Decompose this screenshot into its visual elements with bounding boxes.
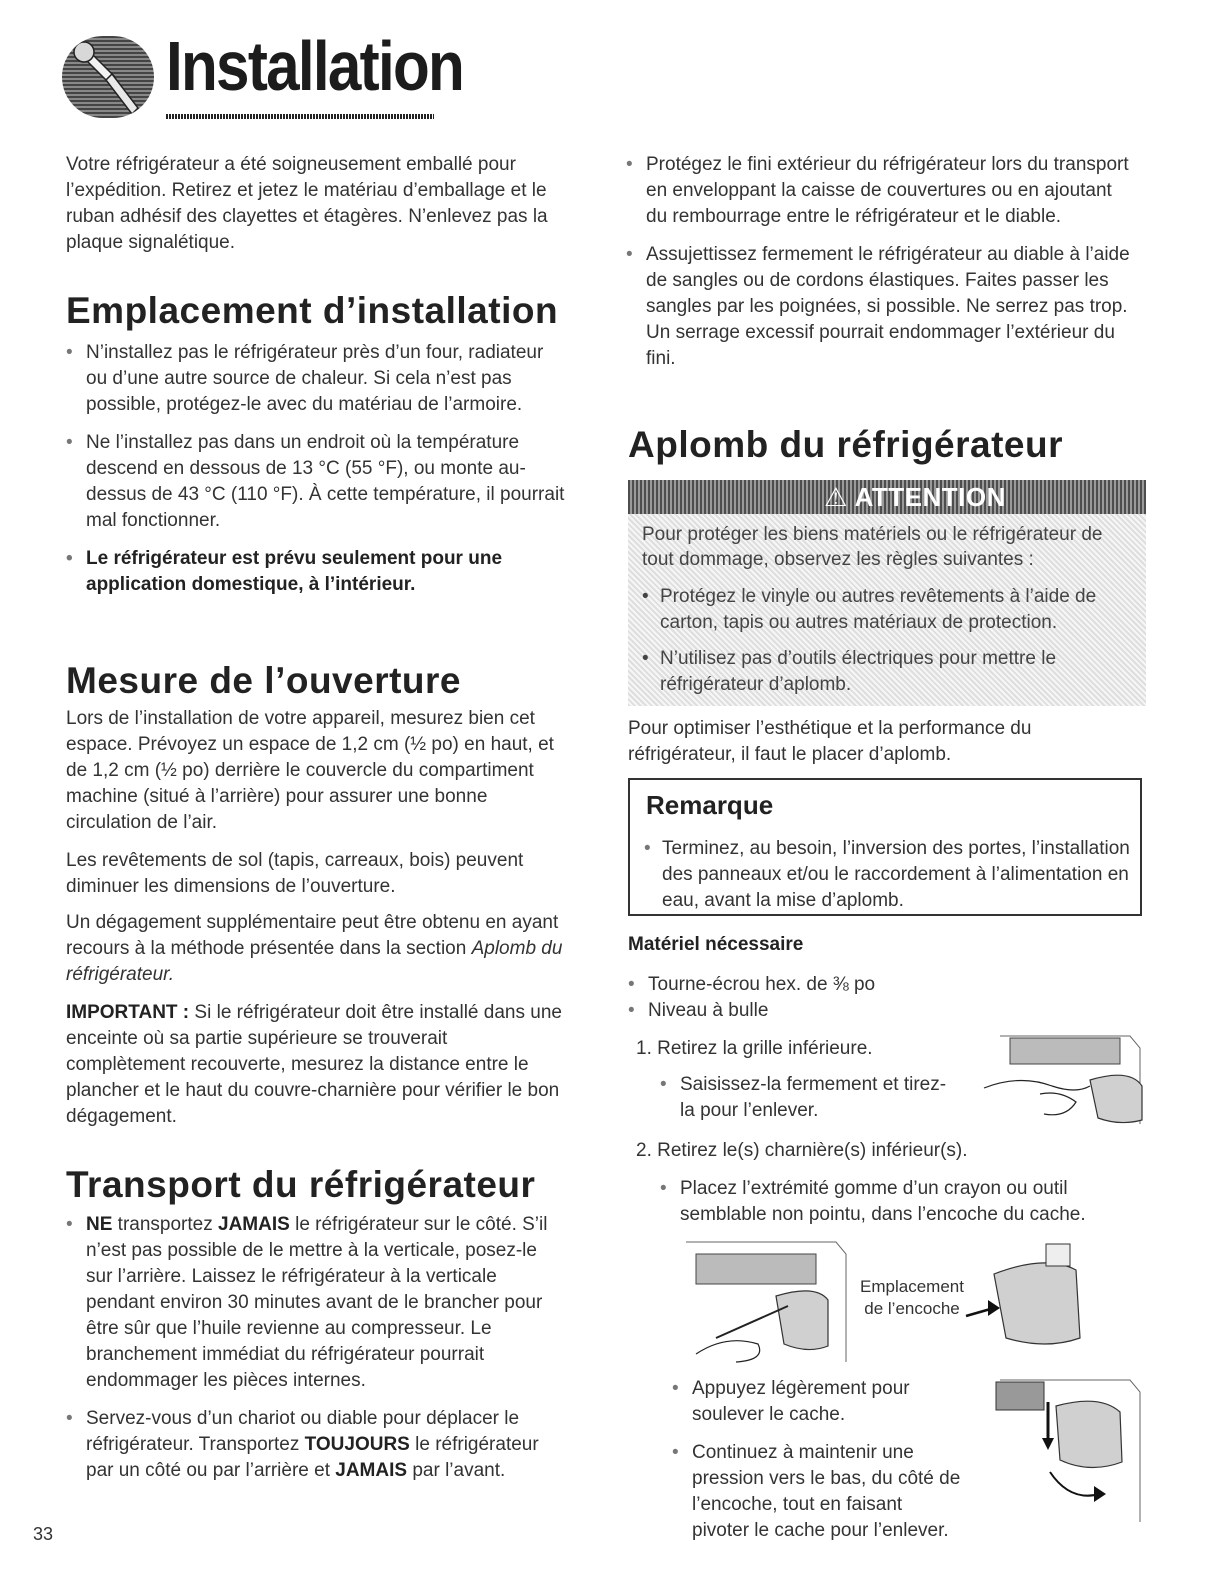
mesure-paragraph-3-text: Un dégagement supplémentaire peut être obtenu en ayant recours à la méthode présentée dans la section <box>66 912 559 959</box>
attention-list <box>642 584 1138 698</box>
list-item: • Continuez à maintenir une pression vers le bas, du côté de l’encoche, tout en faisant pivoter le cache pour l’enlever. <box>672 1440 962 1544</box>
list-item: • Protégez le vinyle ou autres revêtements à l’aide de carton, tapis ou autres matériaux de protection. <box>642 584 1138 636</box>
emphasis-toujours: TOUJOURS <box>304 1434 410 1455</box>
aplomb-paragraph: Pour optimiser l’esthétique et la performance du réfrigérateur, il faut le placer d’aplomb. <box>628 718 1032 765</box>
encoche-label-line-2: de l’encoche <box>864 1299 960 1318</box>
intro-paragraph: Votre réfrigérateur a été soigneusement emballé pour l’expédition. Retirez et jetez le matériau d’emballage et le ruban adhésif des clayettes et étagères. N’enlevez pas la plaque signalétique. <box>66 154 548 253</box>
remarque-box <box>628 778 1142 916</box>
list-item: • Le réfrigérateur est prévu seulement pour une application domestique, à l’intérieur. <box>66 546 566 598</box>
section-title-transport: Transport du réfrigérateur <box>66 1164 536 1205</box>
page-title: Installation <box>166 27 464 105</box>
text: transportez <box>112 1214 219 1235</box>
step-2-list-1 <box>660 1176 1140 1240</box>
attention-box <box>628 480 1146 706</box>
list-item: • Assujettissez fermement le réfrigérateur au diable à l’aide de sangles ou de cordons élastiques. Faites passer les sangles par les poignées, si possible. Ne serrez pas trop. Un serrage excessif pourrait endommager l’extérieur du fini. <box>626 242 1136 372</box>
section-reference: Aplomb du réfrigérateur. <box>66 938 563 985</box>
cache-illustration <box>990 1372 1150 1522</box>
section-title-emplacement: Emplacement d’installation <box>66 290 559 331</box>
text: Servez-vous d’un chariot ou diable pour déplacer le réfrigérateur. Transportez <box>86 1408 520 1455</box>
list-item: • Tourne-écrou hex. de ⅜ po <box>628 972 928 998</box>
encoche-illustration <box>676 1234 1136 1364</box>
list-item: • Appuyez légèrement pour soulever le cache. <box>672 1376 962 1428</box>
emphasis-ne: NE <box>86 1214 113 1235</box>
wrench-icon <box>62 36 154 118</box>
title-underline <box>166 114 434 119</box>
mesure-paragraph-2: Les revêtements de sol (tapis, carreaux, bois) peuvent diminuer les dimensions de l’ouverture. <box>66 850 524 897</box>
materiel-list <box>628 972 928 1024</box>
section-title-mesure: Mesure de l’ouverture <box>66 660 462 701</box>
text: le réfrigérateur par un côté ou par l’arrière et <box>86 1434 539 1481</box>
step-1-list <box>660 1072 950 1136</box>
transport-list-continued <box>626 152 1136 384</box>
list-item: • Ne l’installez pas dans un endroit où la température descend en dessous de 13 °C (55 °F), ou monte au-dessus de 43 °C (110 °F). À cette température, il pourrait mal fonctionner. <box>66 430 566 534</box>
materiel-heading: Matériel nécessaire <box>628 934 804 955</box>
list-item: • Placez l’extrémité gomme d’un crayon ou outil semblable non pointu, dans l’encoche du cache. <box>660 1176 1140 1228</box>
step-1: 1. Retirez la grille inférieure. <box>636 1038 873 1059</box>
attention-title: ⚠ ATTENTION <box>824 482 1006 512</box>
list-item: • Protégez le fini extérieur du réfrigérateur lors du transport en enveloppant la caisse de couvertures ou en ajoutant du rembourrage entre le réfrigérateur et le diable. <box>626 152 1136 230</box>
list-item: • Niveau à bulle <box>628 998 928 1024</box>
page-header <box>62 27 464 130</box>
emplacement-list <box>66 340 566 610</box>
mesure-paragraph-1: Lors de l’installation de votre appareil, mesurez bien cet espace. Prévoyez un espace de 1,2 cm (½ po) en haut, et de 1,2 cm (½ po) derrière le couvercle du compartiment machine (situé à l’arrière) pour assurer une bonne circulation de l’air. <box>66 708 554 833</box>
text: le réfrigérateur sur le côté. S’il n’est pas possible de le mettre à la verticale, posez-le sur l’arrière. Laissez le réfrigérateur à la verticale pendant environ 30 minutes avant de le brancher pour être sûr que l’huile revienne au compresseur. Le branchement immédiat du réfrigérateur pourrait endommager les pièces internes. <box>86 1214 548 1391</box>
list-item: • Saisissez-la fermement et tirez-la pour l’enlever. <box>660 1072 950 1124</box>
emphasis-jamais: JAMAIS <box>335 1460 408 1481</box>
remarque-body <box>644 836 1130 914</box>
important-label: IMPORTANT : <box>66 1002 190 1023</box>
emphasis-jamais: JAMAIS <box>218 1214 290 1235</box>
attention-header <box>628 480 1146 514</box>
section-title-aplomb: Aplomb du réfrigérateur <box>628 424 1063 465</box>
attention-intro: Pour protéger les biens matériels ou le réfrigérateur de tout dommage, observez les règles suivantes : <box>642 524 1103 570</box>
grille-illustration <box>980 1028 1150 1128</box>
encoche-label-line-1: Emplacement <box>860 1277 964 1296</box>
list-item <box>66 1406 566 1484</box>
mesure-paragraph-3 <box>66 910 566 988</box>
transport-list <box>66 1212 566 1496</box>
list-item: • N’installez pas le réfrigérateur près d’un four, radiateur ou d’une autre source de chaleur. Si cela n’est pas possible, protégez-le avec du matériau de l’armoire. <box>66 340 566 418</box>
step-2-list-2 <box>672 1376 962 1556</box>
list-item <box>66 1212 566 1394</box>
attention-body <box>642 522 1138 708</box>
important-paragraph <box>66 1000 566 1130</box>
encoche-label <box>852 1276 972 1320</box>
remarque-title: Remarque <box>646 790 774 820</box>
step-2: 2. Retirez le(s) charnière(s) inférieur(s). <box>636 1140 968 1161</box>
list-item: • N’utilisez pas d’outils électriques pour mettre le réfrigérateur d’aplomb. <box>642 646 1138 698</box>
list-item: • Terminez, au besoin, l’inversion des portes, l’installation des panneaux et/ou le raccordement à l’alimentation en eau, avant la mise d’aplomb. <box>644 836 1130 914</box>
page-number: 33 <box>33 1524 54 1544</box>
text: par l’avant. <box>407 1460 506 1481</box>
important-text: Si le réfrigérateur doit être installé dans une enceinte où sa partie supérieure se trouverait complètement recouverte, mesurez la distance entre le plancher et le haut du couvre-charnière pour vérifier le bon dégagement. <box>66 1002 562 1127</box>
